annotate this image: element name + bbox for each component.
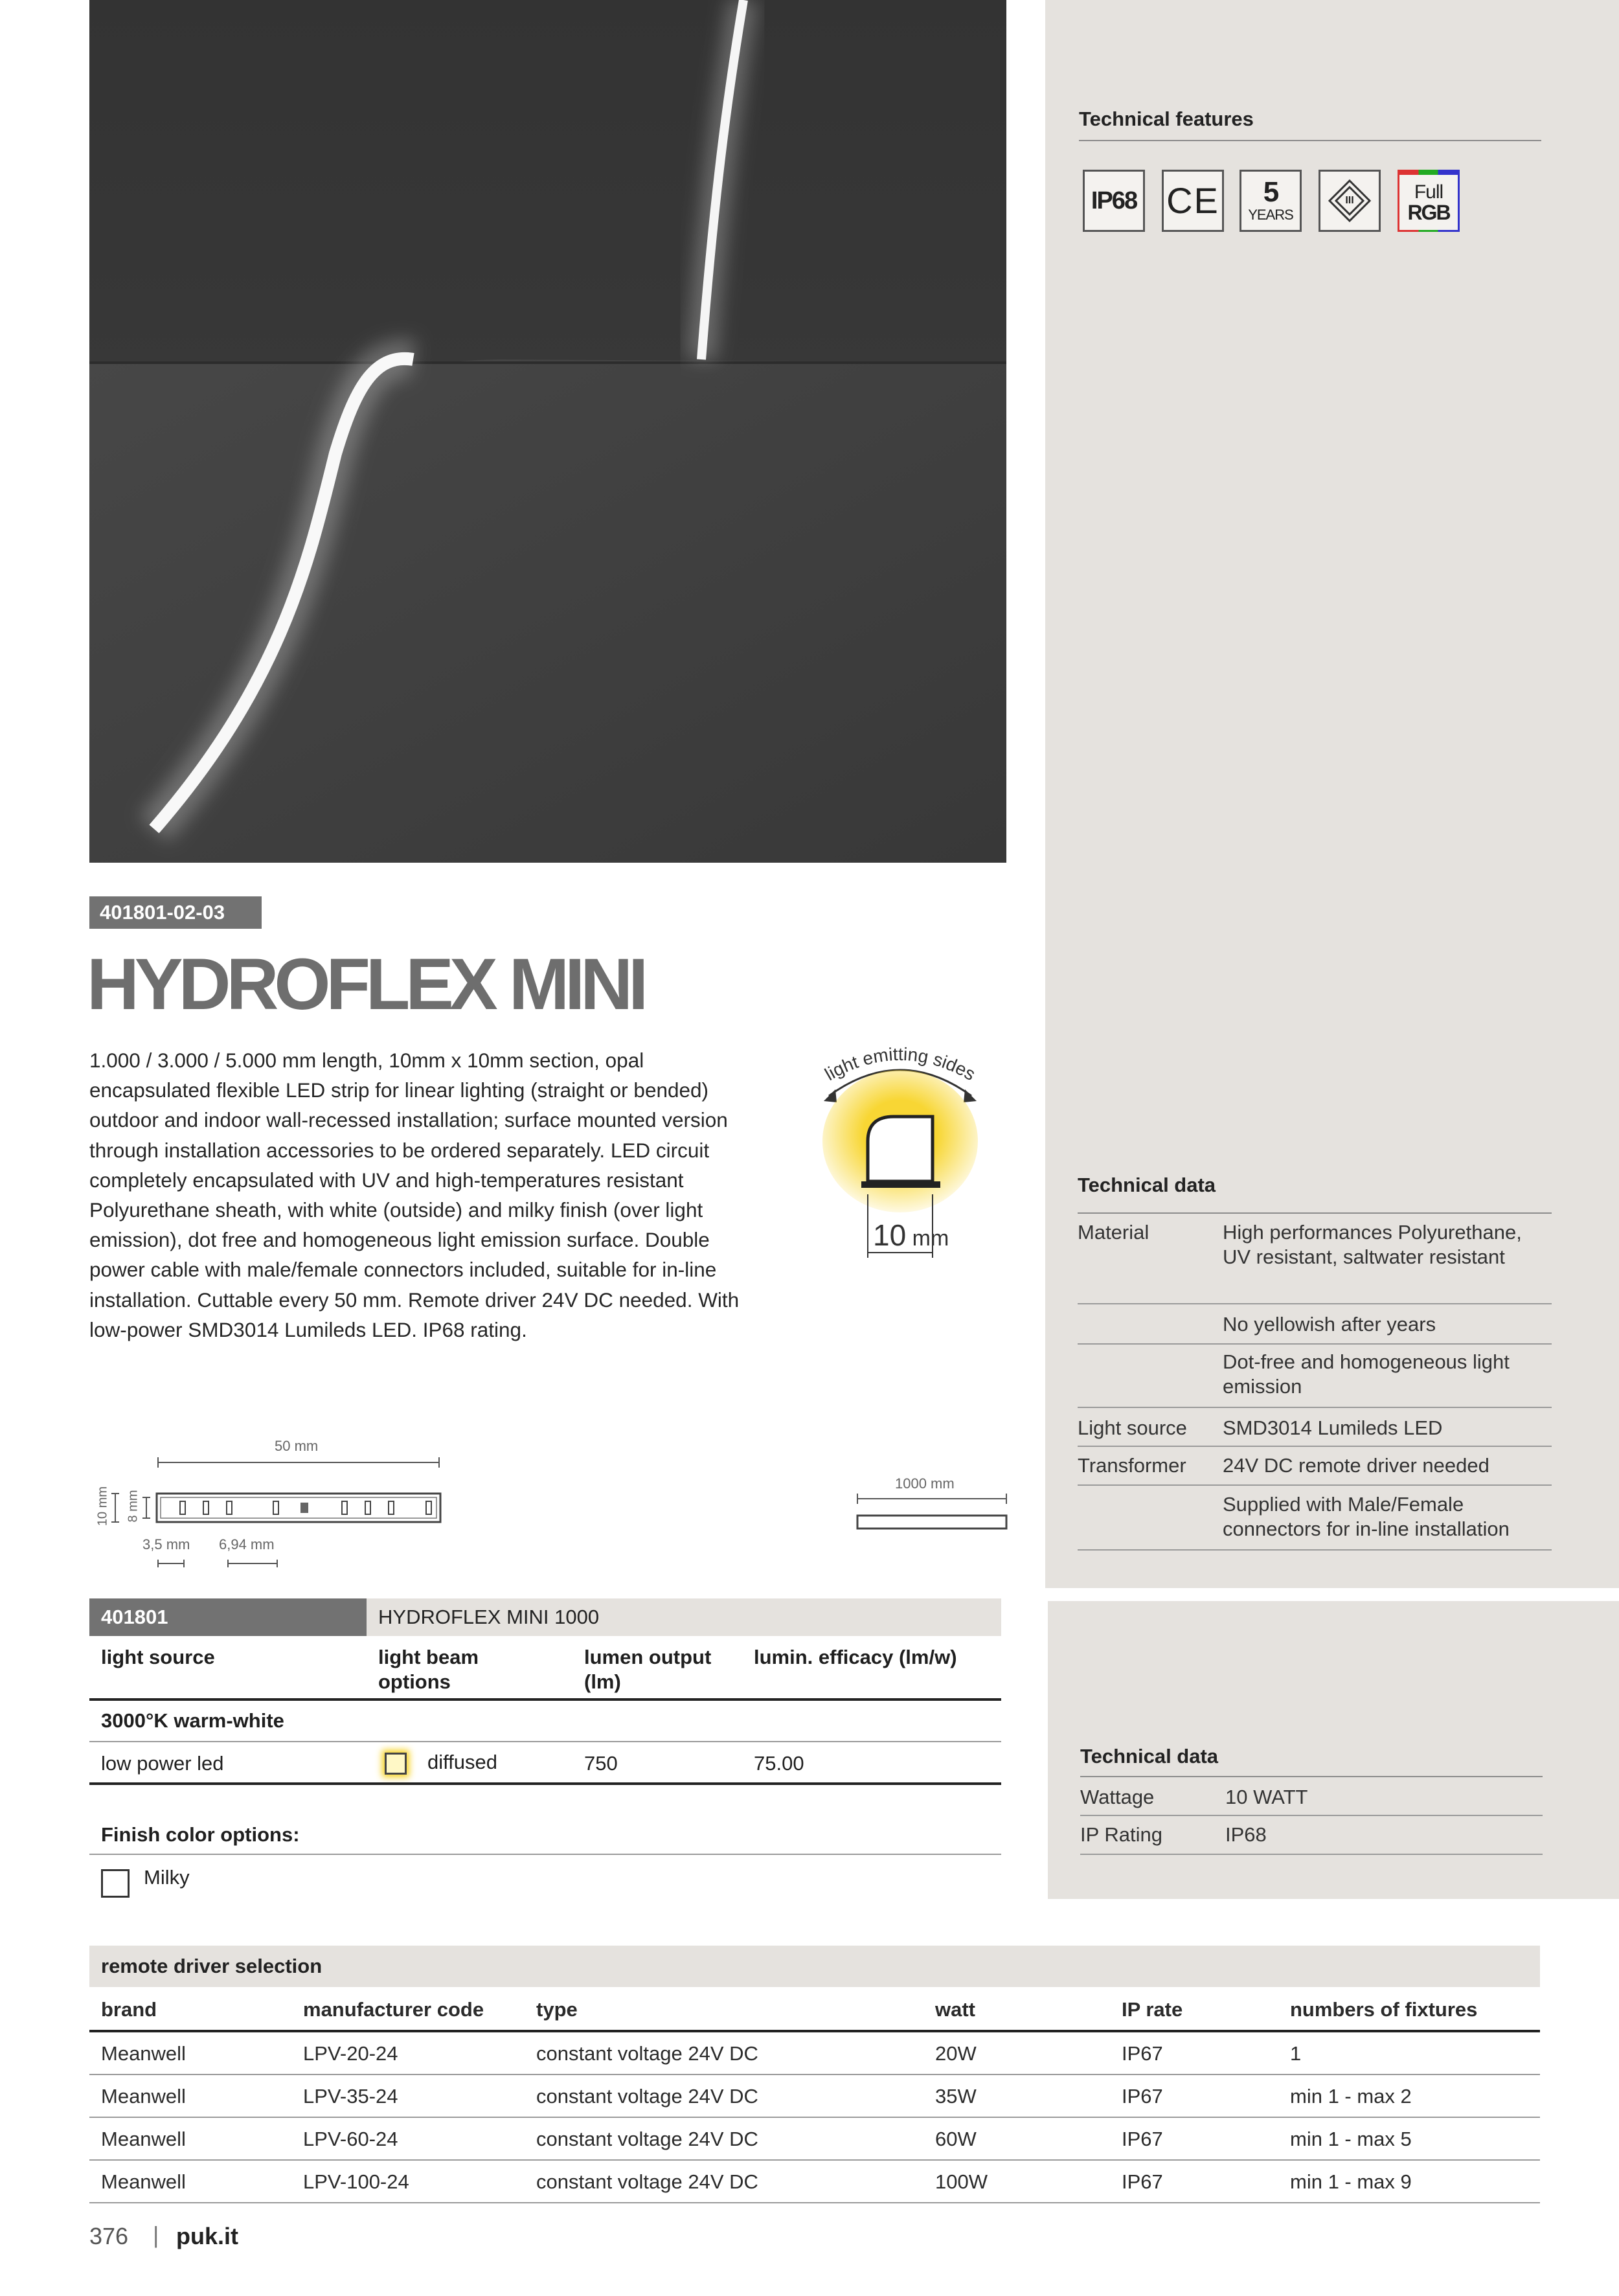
light-emitting-label: light emitting sides bbox=[821, 1044, 979, 1085]
light-emitting-sides-diagram bbox=[803, 1044, 997, 1258]
footer-site-link[interactable]: puk.it bbox=[176, 2223, 238, 2249]
table-row-cell: min 1 - max 2 bbox=[1290, 2085, 1412, 2108]
table-row-cell: Meanwell bbox=[101, 2170, 186, 2193]
strip-dimension-diagram bbox=[89, 1431, 1009, 1574]
table-row-cell: 60W bbox=[935, 2128, 977, 2150]
col-light-beam: light beam options bbox=[378, 1646, 479, 1693]
divider bbox=[89, 1854, 1001, 1855]
finish-milky-label: Milky bbox=[144, 1866, 190, 1889]
class-iii-icon: III bbox=[1319, 170, 1381, 232]
table-row-cell: constant voltage 24V DC bbox=[536, 2128, 758, 2150]
divider bbox=[1078, 1303, 1552, 1304]
col-lumin-efficacy: lumin. efficacy (lm/w) bbox=[754, 1646, 957, 1668]
table-row-cell: LPV-60-24 bbox=[303, 2128, 398, 2150]
cell-lumen: 750 bbox=[584, 1752, 618, 1775]
divider bbox=[89, 1698, 1001, 1701]
remote-driver-title: remote driver selection bbox=[89, 1946, 1540, 1987]
divider bbox=[89, 1782, 1001, 1785]
product-description: 1.000 / 3.000 / 5.000 mm length, 10mm x 10mm section, opal encapsulated flexible LED strip for linear lighting (straight or bended) outdoor and indoor wall-recessed installation; surface mounted version through installation accessories to be ordered separately. LED circuit completely encapsulated with UV and high-temperatures resistant Polyurethane sheath, with white (outside) and milky finish (over light emission), dot free and homogeneous light emission surface. Double power cable with male/female connectors included, suitable for in-line installation. Cuttable every 50 mm. Remote driver 24V DC needed. With low-power SMD3014 Lumileds LED. IP68 rating. bbox=[89, 1049, 740, 1341]
divider bbox=[1078, 1343, 1552, 1345]
table-row-cell: constant voltage 24V DC bbox=[536, 2042, 758, 2065]
divider bbox=[1080, 1854, 1543, 1855]
divider bbox=[1078, 1212, 1552, 1214]
rd-col-code: manufacturer code bbox=[303, 1998, 484, 2021]
product-code-badge: 401801-02-03 bbox=[89, 896, 262, 929]
table-row-cell: LPV-20-24 bbox=[303, 2042, 398, 2065]
technical-data-title: Technical data bbox=[1078, 1174, 1216, 1196]
table-row-cell: min 1 - max 5 bbox=[1290, 2128, 1412, 2150]
technical-features-title: Technical features bbox=[1079, 108, 1254, 130]
col-lumen-output: lumen output (lm) bbox=[584, 1646, 712, 1693]
table-row-cell: constant voltage 24V DC bbox=[536, 2085, 758, 2108]
table-row-cell: 100W bbox=[935, 2170, 988, 2193]
divider bbox=[1078, 1549, 1552, 1551]
product-title: HYDROFLEX MINI bbox=[87, 944, 644, 1025]
divider bbox=[89, 2159, 1540, 2161]
product-table-name: HYDROFLEX MINI 1000 bbox=[367, 1598, 1001, 1636]
dim-6-94mm: 6,94 mm bbox=[219, 1536, 275, 1552]
finish-milky-checkbox[interactable] bbox=[101, 1869, 130, 1898]
dim-height-inner: 8 mm bbox=[126, 1490, 141, 1523]
rd-col-ip: IP rate bbox=[1122, 1998, 1183, 2021]
table-row-cell: Meanwell bbox=[101, 2128, 186, 2150]
table-row-cell: constant voltage 24V DC bbox=[536, 2170, 758, 2193]
divider bbox=[1079, 140, 1541, 141]
group-warm-white: 3000°K warm-white bbox=[101, 1709, 284, 1732]
col-light-source: light source bbox=[101, 1646, 215, 1668]
table-row-cell: Meanwell bbox=[101, 2042, 186, 2065]
table-row-cell: 1 bbox=[1290, 2042, 1302, 2065]
rd-col-type: type bbox=[536, 1998, 578, 2021]
table-row-cell: IP67 bbox=[1122, 2085, 1163, 2108]
diffused-beam-icon bbox=[385, 1753, 407, 1775]
five-years-warranty-icon: 5 YEARS bbox=[1240, 170, 1302, 232]
rd-col-brand: brand bbox=[101, 1998, 157, 2021]
footer-separator: | bbox=[153, 2222, 159, 2248]
table-row-cell: 20W bbox=[935, 2042, 977, 2065]
divider bbox=[1078, 1446, 1552, 1447]
ip68-icon: IP68 bbox=[1083, 170, 1145, 232]
divider bbox=[1078, 1407, 1552, 1408]
divider bbox=[1080, 1776, 1543, 1777]
dim-height-outer: 10 mm bbox=[95, 1486, 110, 1527]
table-row-cell: IP67 bbox=[1122, 2170, 1163, 2193]
table-row-cell: LPV-35-24 bbox=[303, 2085, 398, 2108]
table-row-cell: IP67 bbox=[1122, 2042, 1163, 2065]
rd-col-watt: watt bbox=[935, 1998, 975, 2021]
divider bbox=[89, 2202, 1540, 2203]
full-rgb-icon: Full RGB bbox=[1398, 170, 1460, 232]
product-table-code: 401801 bbox=[89, 1598, 367, 1636]
divider bbox=[89, 2117, 1540, 2118]
page-number: 376 bbox=[89, 2223, 129, 2249]
table-row-cell: min 1 - max 9 bbox=[1290, 2170, 1412, 2193]
dim-1000mm: 1000 mm bbox=[895, 1475, 955, 1492]
width-dimension: 10 mm bbox=[873, 1218, 949, 1252]
rd-col-fixtures: numbers of fixtures bbox=[1290, 1998, 1478, 2021]
dim-50mm: 50 mm bbox=[275, 1438, 319, 1454]
divider bbox=[1080, 1815, 1543, 1816]
divider bbox=[1078, 1484, 1552, 1486]
divider bbox=[89, 2030, 1540, 2032]
table-row-cell: 35W bbox=[935, 2085, 977, 2108]
technical-data-title-2: Technical data bbox=[1080, 1745, 1219, 1767]
divider bbox=[89, 1741, 1001, 1742]
table-row-cell: Meanwell bbox=[101, 2085, 186, 2108]
divider bbox=[89, 2074, 1540, 2075]
cell-beam: diffused bbox=[427, 1751, 498, 1773]
product-table-header bbox=[89, 1598, 1001, 1636]
ce-mark-icon: CE bbox=[1162, 170, 1224, 232]
table-row-cell: LPV-100-24 bbox=[303, 2170, 409, 2193]
dim-3-5mm: 3,5 mm bbox=[142, 1536, 190, 1552]
table-row-cell: IP67 bbox=[1122, 2128, 1163, 2150]
product-photo bbox=[89, 0, 1006, 863]
cell-efficacy: 75.00 bbox=[754, 1752, 804, 1775]
finish-title: Finish color options: bbox=[101, 1823, 300, 1846]
cell-source: low power led bbox=[101, 1752, 224, 1775]
